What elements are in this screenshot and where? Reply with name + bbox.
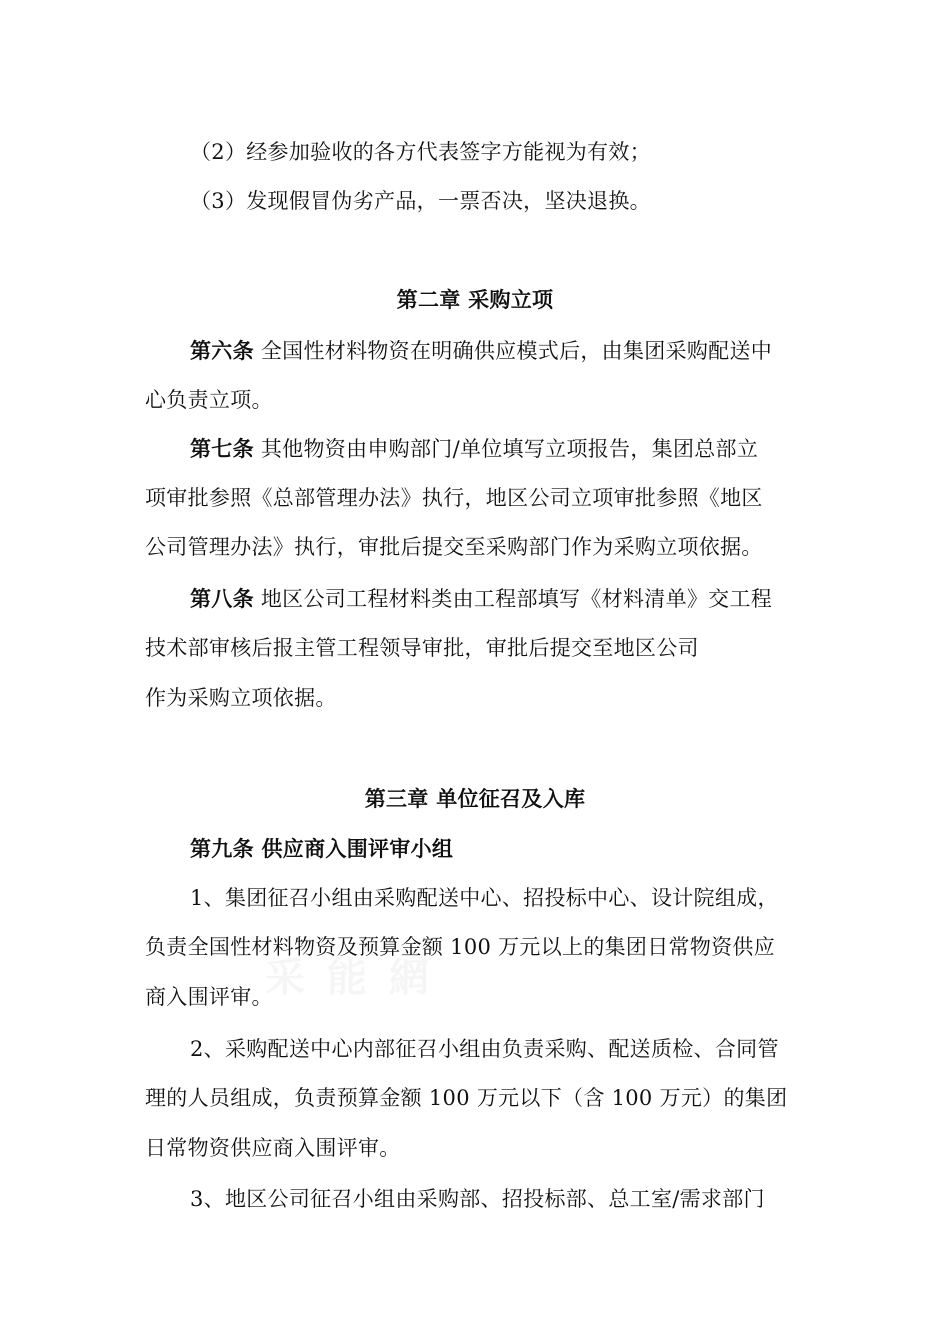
article-7-continuation-1: 项审批参照《总部管理办法》执行，地区公司立项审批参照《地区 [145, 486, 763, 510]
clause-2-continuation-1: 理的人员组成，负责预算金额 100 万元以下（含 100 万元）的集团 [145, 1086, 788, 1110]
article-8-text: 地区公司工程材料类由工程部填写《材料清单》交工程 [253, 587, 773, 611]
clause-1: 1、集团征召小组由采购配送中心、招投标中心、设计院组成， [190, 886, 779, 910]
article-8-label: 第八条 [190, 586, 254, 611]
article-7-label: 第七条 [190, 436, 254, 461]
chapter-3-title: 第三章 单位征召及入库 [364, 786, 586, 811]
article-8-continuation-1: 技术部审核后报主管工程领导审批，审批后提交至地区公司 [145, 636, 699, 660]
article-7 [190, 434, 810, 464]
clause-1-continuation-1: 负责全国性材料物资及预算金额 100 万元以上的集团日常物资供应 [145, 935, 776, 959]
clause-1-continuation-2: 商入围评审。 [145, 985, 273, 1009]
article-6-continuation: 心负责立项。 [145, 388, 273, 412]
article-6-label: 第六条 [190, 338, 254, 363]
acceptance-clause-3: （3）发现假冒伪劣产品，一票否决，坚决退换。 [190, 189, 651, 213]
chapter-2-title: 第二章 采购立项 [396, 287, 554, 312]
clause-2: 2、采购配送中心内部征召小组由负责采购、配送质检、合同管 [190, 1037, 779, 1061]
watermark: 采 能 網 [265, 955, 433, 1001]
article-7-continuation-2: 公司管理办法》执行，审批后提交至采购部门作为采购立项依据。 [145, 535, 763, 559]
clause-2-continuation-2: 日常物资供应商入围评审。 [145, 1136, 401, 1160]
article-8 [190, 584, 810, 614]
article-7-text: 其他物资由申购部门/单位填写立项报告，集团总部立 [253, 437, 759, 461]
article-6-text: 全国性材料物资在明确供应模式后，由集团采购配送中 [253, 339, 773, 363]
article-6 [190, 336, 810, 366]
article-9-title: 第九条 供应商入围评审小组 [190, 836, 454, 861]
article-8-continuation-2: 作为采购立项依据。 [145, 686, 337, 710]
clause-3: 3、地区公司征召小组由采购部、招投标部、总工室/需求部门 [190, 1187, 765, 1211]
acceptance-clause-2: （2）经参加验收的各方代表签字方能视为有效； [190, 140, 651, 164]
